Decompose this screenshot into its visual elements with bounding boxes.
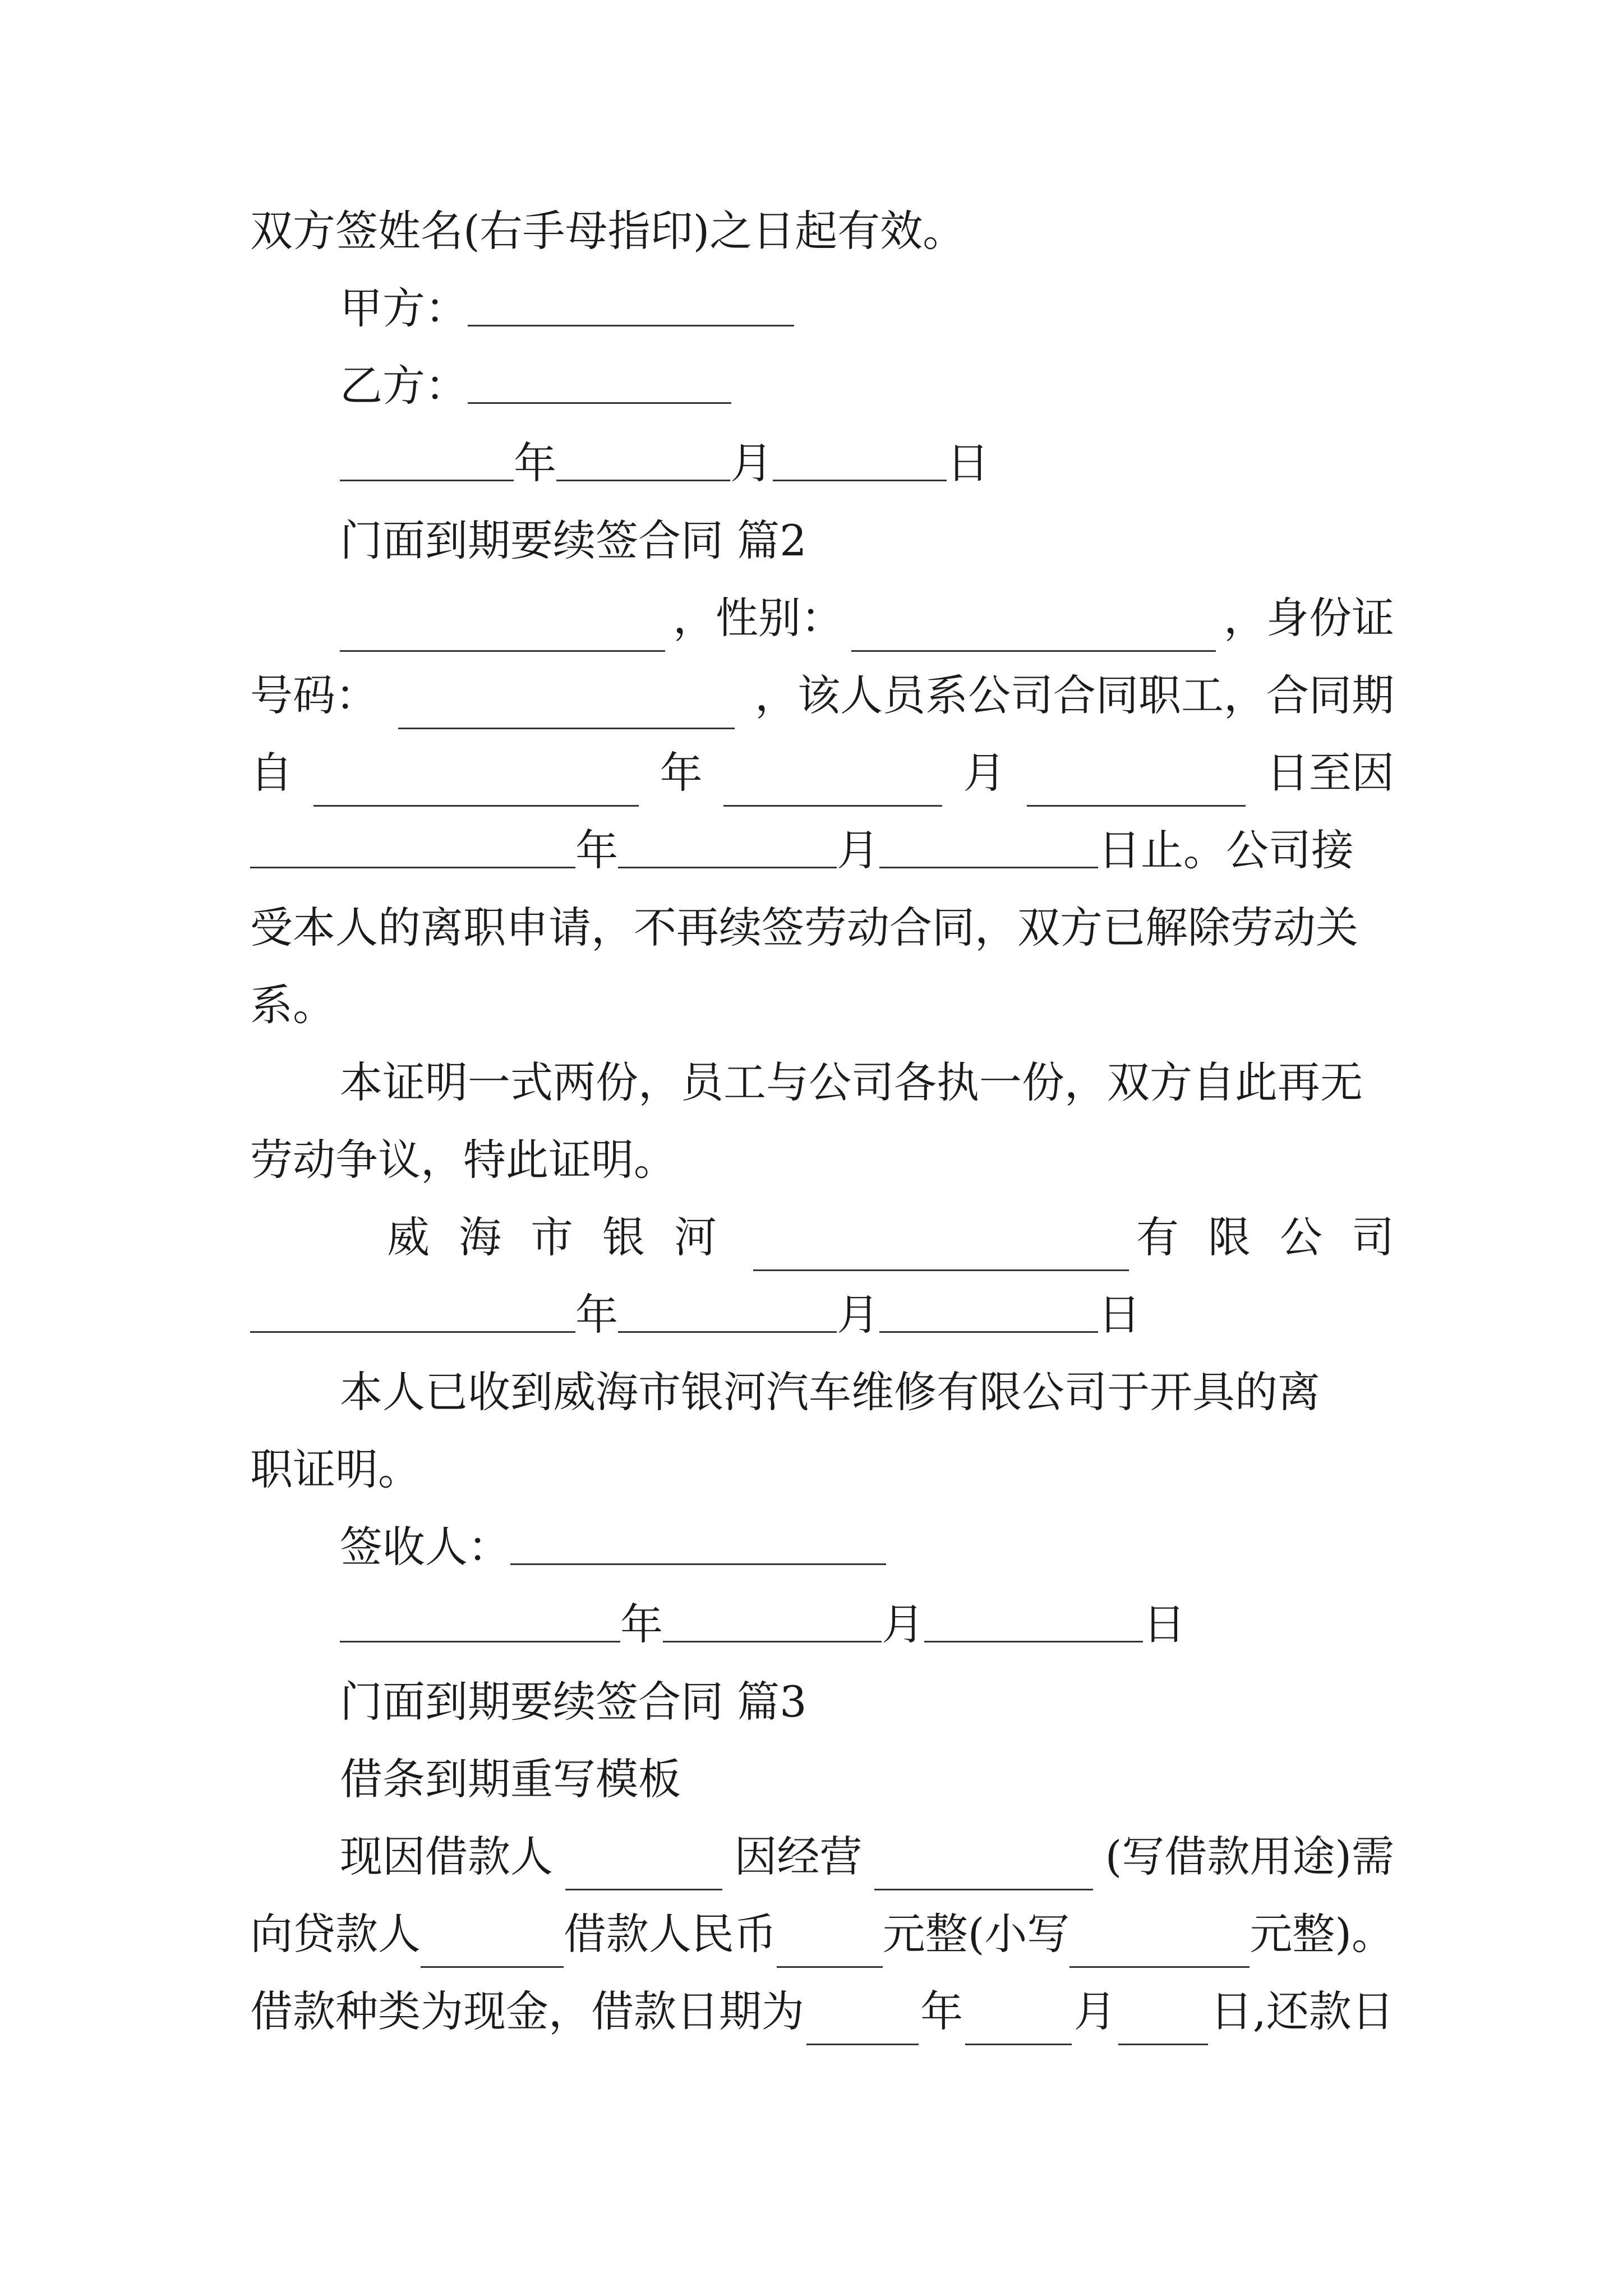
heading-part-2 — [340, 507, 1394, 574]
certificate-line — [250, 1436, 1394, 1503]
accept-line — [250, 894, 1394, 961]
lender-blank — [421, 1930, 564, 1968]
contract-period-line — [250, 739, 1394, 807]
date2-year-blank — [250, 1295, 575, 1333]
signer-blank — [510, 1527, 886, 1565]
signer-label: 签收人： — [340, 1522, 510, 1572]
date3-day-blank — [924, 1605, 1143, 1642]
end-company-text: 日止。公司接 — [1098, 825, 1354, 875]
company-line — [387, 1204, 1423, 1271]
relation-text: 系。 — [250, 980, 335, 1030]
day-label: 日 — [947, 438, 989, 488]
end-day-blank — [879, 831, 1098, 868]
from-label: 自 — [250, 748, 293, 798]
name-gender-line — [340, 585, 1394, 652]
amount-blank — [777, 1930, 883, 1968]
year-blank — [340, 444, 514, 481]
company-prefix: 威海市银河 — [387, 1212, 746, 1262]
loan-year-label: 年 — [920, 1986, 963, 2036]
party-b-blank — [468, 366, 731, 404]
end-year-label: 年 — [575, 825, 618, 875]
loan-date-line — [250, 1978, 1394, 2045]
loan-day-blank — [1118, 2008, 1208, 2045]
yuan-end-label: 元整)。 — [1249, 1909, 1394, 1959]
date2-month-label: 月 — [837, 1290, 879, 1340]
accept-text: 受本人的离职申请，不再续签劳动合同，双方已解除劳动关 — [250, 903, 1358, 953]
month-label: 月 — [730, 438, 773, 488]
loan-purpose-line — [340, 1823, 1394, 1890]
date2-month-blank — [618, 1295, 837, 1333]
date3-month-label: 月 — [882, 1599, 924, 1649]
loan-year-blank — [806, 2008, 919, 2045]
rmb-label: 借款人民币 — [563, 1909, 777, 1959]
to-cause-text: 日至因 — [1266, 748, 1394, 798]
heading-3-text: 门面到期要续签合同 篇3 — [340, 1677, 807, 1727]
date2-day-blank — [879, 1295, 1098, 1333]
company-suffix: 有限公司 — [1136, 1212, 1423, 1262]
loan-month-blank — [965, 2008, 1072, 2045]
heading-part-3 — [340, 1668, 1394, 1736]
repay-label: 日,还款日 — [1210, 1986, 1394, 2036]
copies-text: 本证明一式两份，员工与公司各执一份，双方自此再无 — [340, 1057, 1363, 1107]
from-year-label: 年 — [660, 748, 703, 798]
date3-year-blank — [340, 1605, 620, 1642]
loan-month-label: 月 — [1073, 1986, 1117, 2036]
received-line — [340, 1359, 1394, 1426]
from-year-blank — [313, 769, 639, 807]
party-a-label: 甲方： — [340, 283, 468, 333]
effective-clause — [250, 197, 1394, 265]
end-month-label: 月 — [837, 825, 879, 875]
id-number-blank — [398, 692, 735, 729]
signer-line — [340, 1513, 1394, 1581]
purpose-label: (写借款用途)需 — [1105, 1832, 1394, 1881]
name-blank — [340, 614, 665, 652]
date3-month-blank — [663, 1605, 882, 1642]
from-month-label: 月 — [963, 748, 1006, 798]
template-title-text: 借条到期重写模板 — [340, 1754, 681, 1804]
date2-year-label: 年 — [575, 1290, 618, 1340]
dispute-text: 劳动争议，特此证明。 — [250, 1135, 676, 1185]
dispute-line — [250, 1126, 1394, 1194]
end-month-blank — [618, 831, 837, 868]
year-label: 年 — [514, 438, 556, 488]
purpose-blank — [874, 1853, 1093, 1890]
staff-text: ，该人员系公司合同职工，合同期 — [755, 670, 1394, 720]
borrower-blank — [565, 1853, 722, 1890]
month-blank — [556, 444, 730, 481]
date-line-3 — [340, 1591, 1394, 1658]
party-b-line — [340, 352, 1394, 420]
day-blank — [773, 444, 947, 481]
id-number-line — [250, 662, 1394, 729]
heading-2-text: 门面到期要续签合同 篇2 — [340, 516, 807, 565]
from-day-blank — [1027, 769, 1246, 807]
party-a-blank — [468, 289, 794, 326]
loan-kind-label: 借款种类为现金，借款日期为 — [250, 1986, 804, 2036]
company-name-blank — [753, 1234, 1129, 1271]
yuan-small-label: 元整(小写 — [882, 1909, 1070, 1959]
party-b-label: 乙方： — [340, 361, 468, 411]
date-line-1 — [340, 430, 1394, 497]
date-line-2 — [250, 1281, 1394, 1349]
date2-day-label: 日 — [1098, 1290, 1141, 1340]
borrower-label: 现因借款人 — [340, 1832, 553, 1881]
gender-label: ，性别： — [673, 593, 843, 643]
certificate-text: 职证明。 — [250, 1444, 421, 1494]
party-a-line — [340, 275, 1394, 342]
idcard-label: ，身份证 — [1224, 593, 1394, 643]
id-number-label: 号码： — [250, 670, 378, 720]
loan-amount-line — [250, 1901, 1394, 1968]
small-amount-blank — [1069, 1930, 1249, 1968]
relation-line — [250, 972, 1394, 1039]
contract-end-line — [250, 817, 1394, 884]
template-title-line — [340, 1746, 1394, 1813]
copies-line — [340, 1049, 1394, 1116]
date3-year-label: 年 — [620, 1599, 663, 1649]
from-month-blank — [723, 769, 942, 807]
date3-day-label: 日 — [1143, 1599, 1186, 1649]
effective-text: 双方签姓名(右手母指印)之日起有效。 — [250, 206, 966, 256]
lender-label: 向贷款人 — [250, 1909, 421, 1959]
business-label: 因经营 — [734, 1832, 863, 1881]
gender-blank — [851, 614, 1216, 652]
received-text: 本人已收到威海市银河汽车维修有限公司于开具的离 — [340, 1367, 1320, 1417]
end-year-blank — [250, 831, 575, 868]
